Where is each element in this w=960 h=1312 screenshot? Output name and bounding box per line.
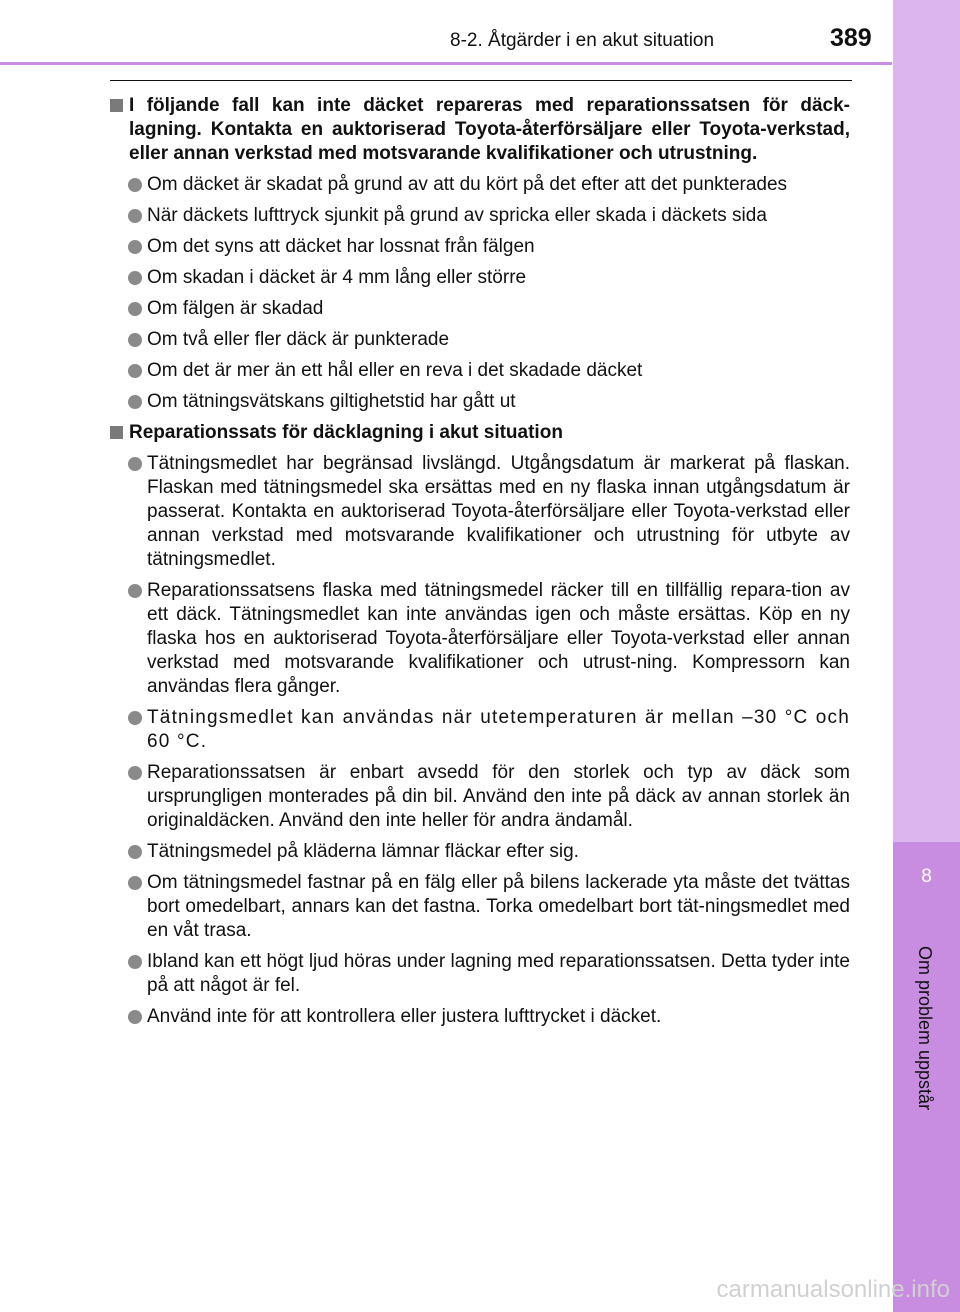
list-item <box>110 390 850 414</box>
circle-bullet-icon <box>128 584 142 598</box>
section-heading-text: Reparationssats för däcklagning i akut situation <box>129 422 563 443</box>
chapter-number: 8 <box>921 866 932 887</box>
list-item-text: Reparationssatsen är enbart avsedd för den storlek och typ av däck som ursprungligen monterades på din bil. Använd den inte på däck av annan storlek än originaldäcken. Använd den inte heller för andra ändamål. <box>147 762 850 831</box>
list-item <box>110 840 850 864</box>
section-heading-text: I följande fall kan inte däcket repareras med reparationssatsen för däck-lagning. Kontakta en auktoriserad Toyota-återförsäljare eller Toyota-verkstad, eller annan verkstad med motsvarande kvalifikationer och utrustning. <box>129 95 850 164</box>
list-item <box>110 297 850 321</box>
list-item-text: Reparationssatsens flaska med tätningsmedel räcker till en tillfällig repara-tion av ett däck. Tätningsmedlet kan inte användas igen och måste ersättas. Köp en ny flaska hos en auktoriserad Toyota-återförsäljare eller Toyota-verkstad eller annan verkstad med motsvarande kvalifikationer och utrust-ning. Kompressorn kan användas flera gånger. <box>147 580 850 697</box>
sidebar-tab-background <box>893 0 960 842</box>
circle-bullet-icon <box>128 333 142 347</box>
section-heading <box>110 94 850 166</box>
list-item <box>110 173 850 197</box>
list-item <box>110 706 850 754</box>
list-item <box>110 359 850 383</box>
circle-bullet-icon <box>128 271 142 285</box>
list-item <box>110 1005 850 1029</box>
watermark: carmanualsonline.info <box>716 1276 950 1303</box>
list-item <box>110 235 850 259</box>
list-item <box>110 452 850 572</box>
header-divider <box>0 62 892 65</box>
circle-bullet-icon <box>128 711 142 725</box>
list-item <box>110 871 850 943</box>
chapter-title: Om problem uppstår <box>915 946 935 1111</box>
page-content <box>110 94 850 1036</box>
square-bullet-icon <box>110 426 123 439</box>
circle-bullet-icon <box>128 1010 142 1024</box>
circle-bullet-icon <box>128 240 142 254</box>
list-item-text: Om det syns att däcket har lossnat från fälgen <box>147 236 535 257</box>
list-item <box>110 761 850 833</box>
circle-bullet-icon <box>128 178 142 192</box>
list-item <box>110 328 850 352</box>
list-item-text: Om det är mer än ett hål eller en reva i det skadade däcket <box>147 360 643 381</box>
square-bullet-icon <box>110 99 123 112</box>
circle-bullet-icon <box>128 457 142 471</box>
list-item-text: Om tätningsmedel fastnar på en fälg eller på bilens lackerade yta måste det tvättas bort omedelbart, annars kan det fastna. Torka omedelbart bort tät-ningsmedlet med en våt trasa. <box>147 872 850 941</box>
list-item-text: Om däcket är skadat på grund av att du kört på det efter att det punkterades <box>147 174 788 195</box>
circle-bullet-icon <box>128 876 142 890</box>
circle-bullet-icon <box>128 766 142 780</box>
list-item-text: Om tätningsvätskans giltighetstid har gått ut <box>147 391 516 412</box>
list-item-text: Om två eller fler däck är punkterade <box>147 329 450 350</box>
list-item-text: Tätningsmedlet kan användas när utetemperaturen är mellan –30 °C och 60 °C. <box>147 707 850 752</box>
list-item-text: Tätningsmedlet har begränsad livslängd. Utgångsdatum är markerat på flaskan. Flaskan med tätningsmedel ska ersättas med en ny flaska innan utgångsdatum är passerat. Kontakta en auktoriserad Toyota-återförsäljare eller Toyota-verkstad eller annan verkstad med motsvarande kvalifikationer och utrustning för utbyte av tätningsmedlet. <box>147 453 850 570</box>
list-item-text: När däckets lufttryck sjunkit på grund av spricka eller skada i däckets sida <box>147 205 767 226</box>
list-item <box>110 204 850 228</box>
list-item-text: Ibland kan ett högt ljud höras under lagning med reparationssatsen. Detta tyder inte på att något är fel. <box>147 951 850 996</box>
circle-bullet-icon <box>128 302 142 316</box>
circle-bullet-icon <box>128 955 142 969</box>
list-item <box>110 266 850 290</box>
section-title: 8-2. Åtgärder i en akut situation <box>450 30 715 51</box>
circle-bullet-icon <box>128 364 142 378</box>
circle-bullet-icon <box>128 845 142 859</box>
circle-bullet-icon <box>128 395 142 409</box>
page-number: 389 <box>830 24 872 52</box>
section-heading <box>110 421 850 445</box>
list-item-text: Tätningsmedel på kläderna lämnar fläckar efter sig. <box>147 841 579 862</box>
list-item <box>110 579 850 699</box>
list-item <box>110 950 850 998</box>
list-item-text: Om skadan i däcket är 4 mm lång eller större <box>147 267 527 288</box>
list-item-text: Om fälgen är skadad <box>147 298 324 319</box>
section-rule <box>110 80 852 81</box>
circle-bullet-icon <box>128 209 142 223</box>
list-item-text: Använd inte för att kontrollera eller justera lufttrycket i däcket. <box>147 1006 662 1027</box>
